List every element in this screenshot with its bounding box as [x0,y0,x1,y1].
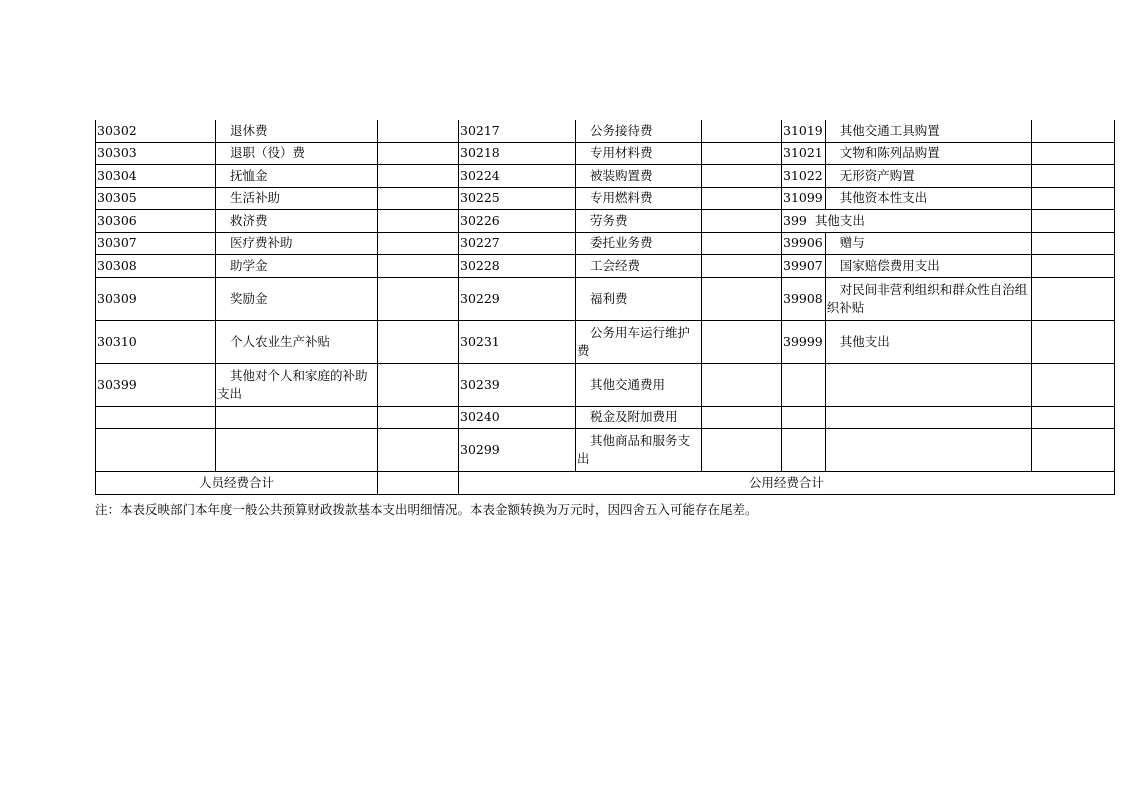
table-row [96,363,1115,406]
amount-cell [702,120,782,142]
item-name: 专用燃料费 [576,187,702,210]
economic-code: 39999 [782,320,826,363]
amount-cell [1031,363,1114,406]
amount-cell [1031,120,1114,142]
table-footnote: 注：本表反映部门本年度一般公共预算财政拨款基本支出明细情况。本表金额转换为万元时，因四舍五入可能存在尾差。 [95,502,758,517]
item-name: 其他资本性支出 [825,187,1031,210]
personnel-total-label: 人员经费合计 [96,472,378,495]
economic-code [782,363,826,406]
economic-code: 30399 [96,363,216,406]
table-row [96,406,1115,429]
item-name: 其他对个人和家庭的补助支出 [216,363,378,406]
economic-code: 30240 [459,406,576,429]
economic-code: 31019 [782,120,826,142]
item-name [825,363,1031,406]
economic-code: 30304 [96,165,216,188]
amount-cell [702,277,782,320]
economic-code: 39906 [782,232,826,255]
item-name: 工会经费 [576,255,702,278]
amount-cell [378,165,459,188]
item-name: 抚恤金 [216,165,378,188]
personnel-total-amount [378,472,459,495]
item-name [216,406,378,429]
amount-cell [378,210,459,233]
table-row [96,320,1115,363]
item-name: 其他交通工具购置 [825,120,1031,142]
amount-cell [702,406,782,429]
economic-code: 30226 [459,210,576,233]
item-name: 个人农业生产补贴 [216,320,378,363]
amount-cell [1031,165,1114,188]
public-total-label: 公用经费合计 [459,472,1115,495]
item-name [825,406,1031,429]
economic-code: 39907 [782,255,826,278]
item-name: 赠与 [825,232,1031,255]
economic-code [96,429,216,472]
economic-code: 30308 [96,255,216,278]
economic-code: 30228 [459,255,576,278]
economic-code [782,429,826,472]
economic-category-code: 399 其他支出 [782,210,1032,233]
item-name: 其他商品和服务支出 [576,429,702,472]
table-row [96,187,1115,210]
economic-code: 30231 [459,320,576,363]
amount-cell [378,277,459,320]
amount-cell [702,320,782,363]
economic-code: 30306 [96,210,216,233]
economic-code: 30303 [96,142,216,165]
amount-cell [378,429,459,472]
item-name: 其他支出 [825,320,1031,363]
table-row [96,120,1115,142]
amount-cell [378,363,459,406]
amount-cell [1031,142,1114,165]
item-name: 税金及附加费用 [576,406,702,429]
table-row [96,429,1115,472]
item-name: 劳务费 [576,210,702,233]
item-name: 公务接待费 [576,120,702,142]
economic-code: 30225 [459,187,576,210]
economic-code: 30229 [459,277,576,320]
table-row [96,255,1115,278]
economic-code [96,406,216,429]
amount-cell [378,406,459,429]
item-name: 助学金 [216,255,378,278]
economic-code [782,406,826,429]
item-name: 被装购置费 [576,165,702,188]
amount-cell [702,255,782,278]
economic-code: 31099 [782,187,826,210]
economic-code: 30227 [459,232,576,255]
item-name [216,429,378,472]
economic-code: 31021 [782,142,826,165]
table-row [96,210,1115,233]
item-name: 生活补助 [216,187,378,210]
economic-code: 31022 [782,165,826,188]
item-name: 国家赔偿费用支出 [825,255,1031,278]
item-name: 福利费 [576,277,702,320]
amount-cell [702,210,782,233]
economic-code: 39908 [782,277,826,320]
amount-cell [702,363,782,406]
economic-code: 30305 [96,187,216,210]
item-name: 医疗费补助 [216,232,378,255]
item-name: 其他交通费用 [576,363,702,406]
economic-code: 30302 [96,120,216,142]
table-row [96,142,1115,165]
amount-cell [702,187,782,210]
table-row [96,277,1115,320]
item-name: 对民间非营利组织和群众性自治组织补贴 [825,277,1031,320]
amount-cell [1031,429,1114,472]
table-row [96,165,1115,188]
amount-cell [1031,406,1114,429]
item-name: 退职（役）费 [216,142,378,165]
economic-code: 30218 [459,142,576,165]
economic-code: 30299 [459,429,576,472]
amount-cell [702,232,782,255]
amount-cell [378,320,459,363]
item-name [825,429,1031,472]
economic-code: 30309 [96,277,216,320]
economic-code: 30307 [96,232,216,255]
economic-code: 30239 [459,363,576,406]
economic-code: 30224 [459,165,576,188]
amount-cell [702,165,782,188]
amount-cell [1031,277,1114,320]
item-name: 专用材料费 [576,142,702,165]
economic-code: 30310 [96,320,216,363]
table-row [96,232,1115,255]
amount-cell [702,142,782,165]
amount-cell [1031,255,1114,278]
item-name: 文物和陈列品购置 [825,142,1031,165]
amount-cell [1031,232,1114,255]
amount-cell [702,429,782,472]
amount-cell [378,142,459,165]
item-name: 救济费 [216,210,378,233]
amount-cell [378,120,459,142]
amount-cell [378,232,459,255]
item-name: 奖励金 [216,277,378,320]
item-name: 退休费 [216,120,378,142]
item-name: 委托业务费 [576,232,702,255]
category-name: 其他支出 [814,212,865,228]
amount-cell [1031,320,1114,363]
totals-row [96,472,1115,495]
amount-cell [378,255,459,278]
budget-detail-table [95,120,1115,495]
amount-cell [378,187,459,210]
item-name: 无形资产购置 [825,165,1031,188]
amount-cell [1031,210,1114,233]
item-name: 公务用车运行维护费 [576,320,702,363]
economic-code: 30217 [459,120,576,142]
amount-cell [1031,187,1114,210]
